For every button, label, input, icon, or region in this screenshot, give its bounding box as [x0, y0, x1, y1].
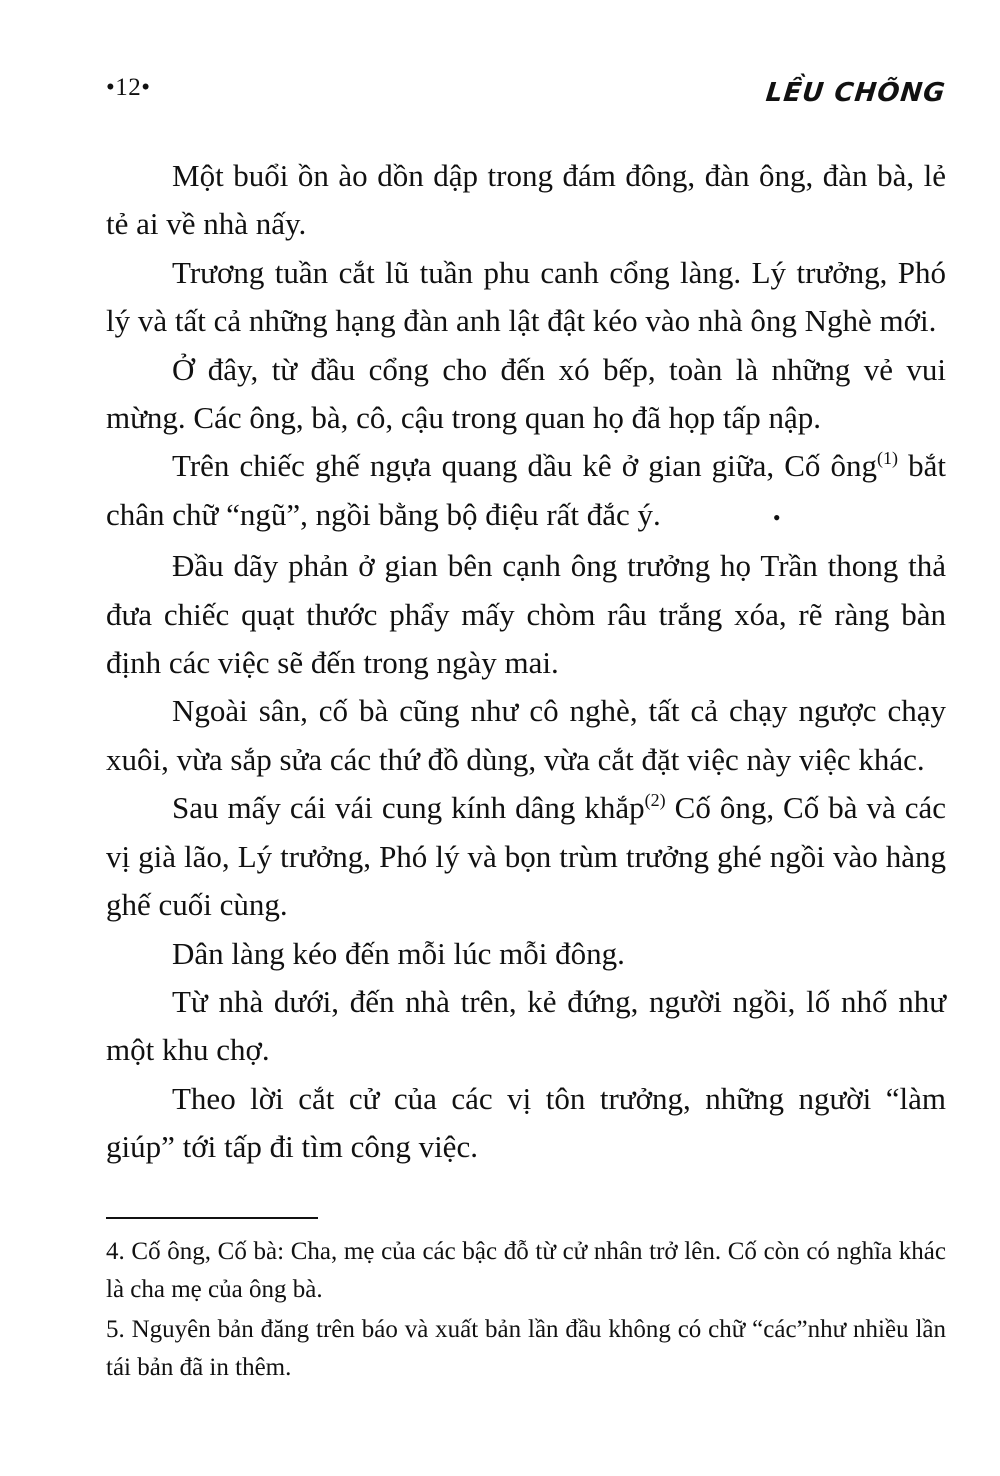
paragraph: Một buổi ồn ào dồn dập trong đám đông, đàn ông, đàn bà, lẻ tẻ ai về nhà nấy.: [106, 158, 946, 242]
page-header: [106, 70, 946, 110]
paragraph-text: Trên chiếc ghế ngựa quang dầu kê ở gian giữa, Cố ông: [172, 448, 878, 484]
footnote: 4. Cố ông, Cố bà: Cha, mẹ của các bậc đỗ từ cử nhân trở lên. Cố còn có nghĩa khác là cha mẹ của ông bà.: [106, 1238, 946, 1303]
paragraph: Ở đây, từ đầu cổng cho đến xó bếp, toàn là những vẻ vui mừng. Các ông, bà, cô, cậu trong quan họ đã họp tấp nập.: [106, 351, 946, 436]
paragraph: Trương tuần cắt lũ tuần phu canh cổng làng. Lý trưởng, Phó lý và tất cả những hạng đàn anh lật đật kéo vào nhà ông Nghè mới.: [106, 254, 946, 339]
running-title: LỀU CHÕNG: [764, 78, 948, 108]
paragraph-text: Cố ông, Cố bà và các vị già lão, Lý trưởng, Phó lý và bọn trùm trưởng ghé ngồi vào hàng ghế cuối cùng.: [106, 790, 946, 923]
paragraph: [106, 784, 946, 929]
paragraph: Ngoài sân, cố bà cũng như cô nghè, tất cả chạy ngược chạy xuôi, vừa sắp sửa các thứ đồ dùng, vừa cắt đặt việc này việc khác.: [106, 693, 946, 777]
paragraph-text: Sau mấy cái vái cung kính dâng khắp: [172, 790, 645, 826]
main-text: [106, 152, 946, 1172]
footnote-marker: (2): [644, 790, 666, 811]
page-number: •12•: [106, 74, 151, 101]
paragraph: Dân làng kéo đến mỗi lúc mỗi đông.: [172, 935, 625, 971]
paragraph: Từ nhà dưới, đến nhà trên, kẻ đứng, người ngồi, lố nhố như một khu chợ.: [106, 983, 946, 1068]
paragraph: Đầu dãy phản ở gian bên cạnh ông trưởng họ Trần thong thả đưa chiếc quạt thước phẩy mấy chòm râu trắng xóa, rẽ ràng bàn định các việc sẽ đến trong ngày mai.: [106, 548, 946, 681]
stray-dot: •: [772, 504, 781, 530]
footnote-marker: (1): [877, 448, 899, 469]
paragraph-text: bắt chân chữ “ngũ”, ngồi bằng bộ điệu rất đắc ý.: [106, 448, 946, 532]
footnote: 5. Nguyên bản đăng trên báo và xuất bản lần đầu không có chữ “các”như nhiều lần tái bản đã in thêm.: [106, 1316, 946, 1381]
footnotes: [106, 1233, 946, 1386]
footnote-divider: [106, 1217, 318, 1219]
paragraph: Theo lời cắt cử của các vị tôn trưởng, những người “làm giúp” tới tấp đi tìm công việc.: [106, 1080, 946, 1165]
paragraph: [106, 442, 946, 542]
